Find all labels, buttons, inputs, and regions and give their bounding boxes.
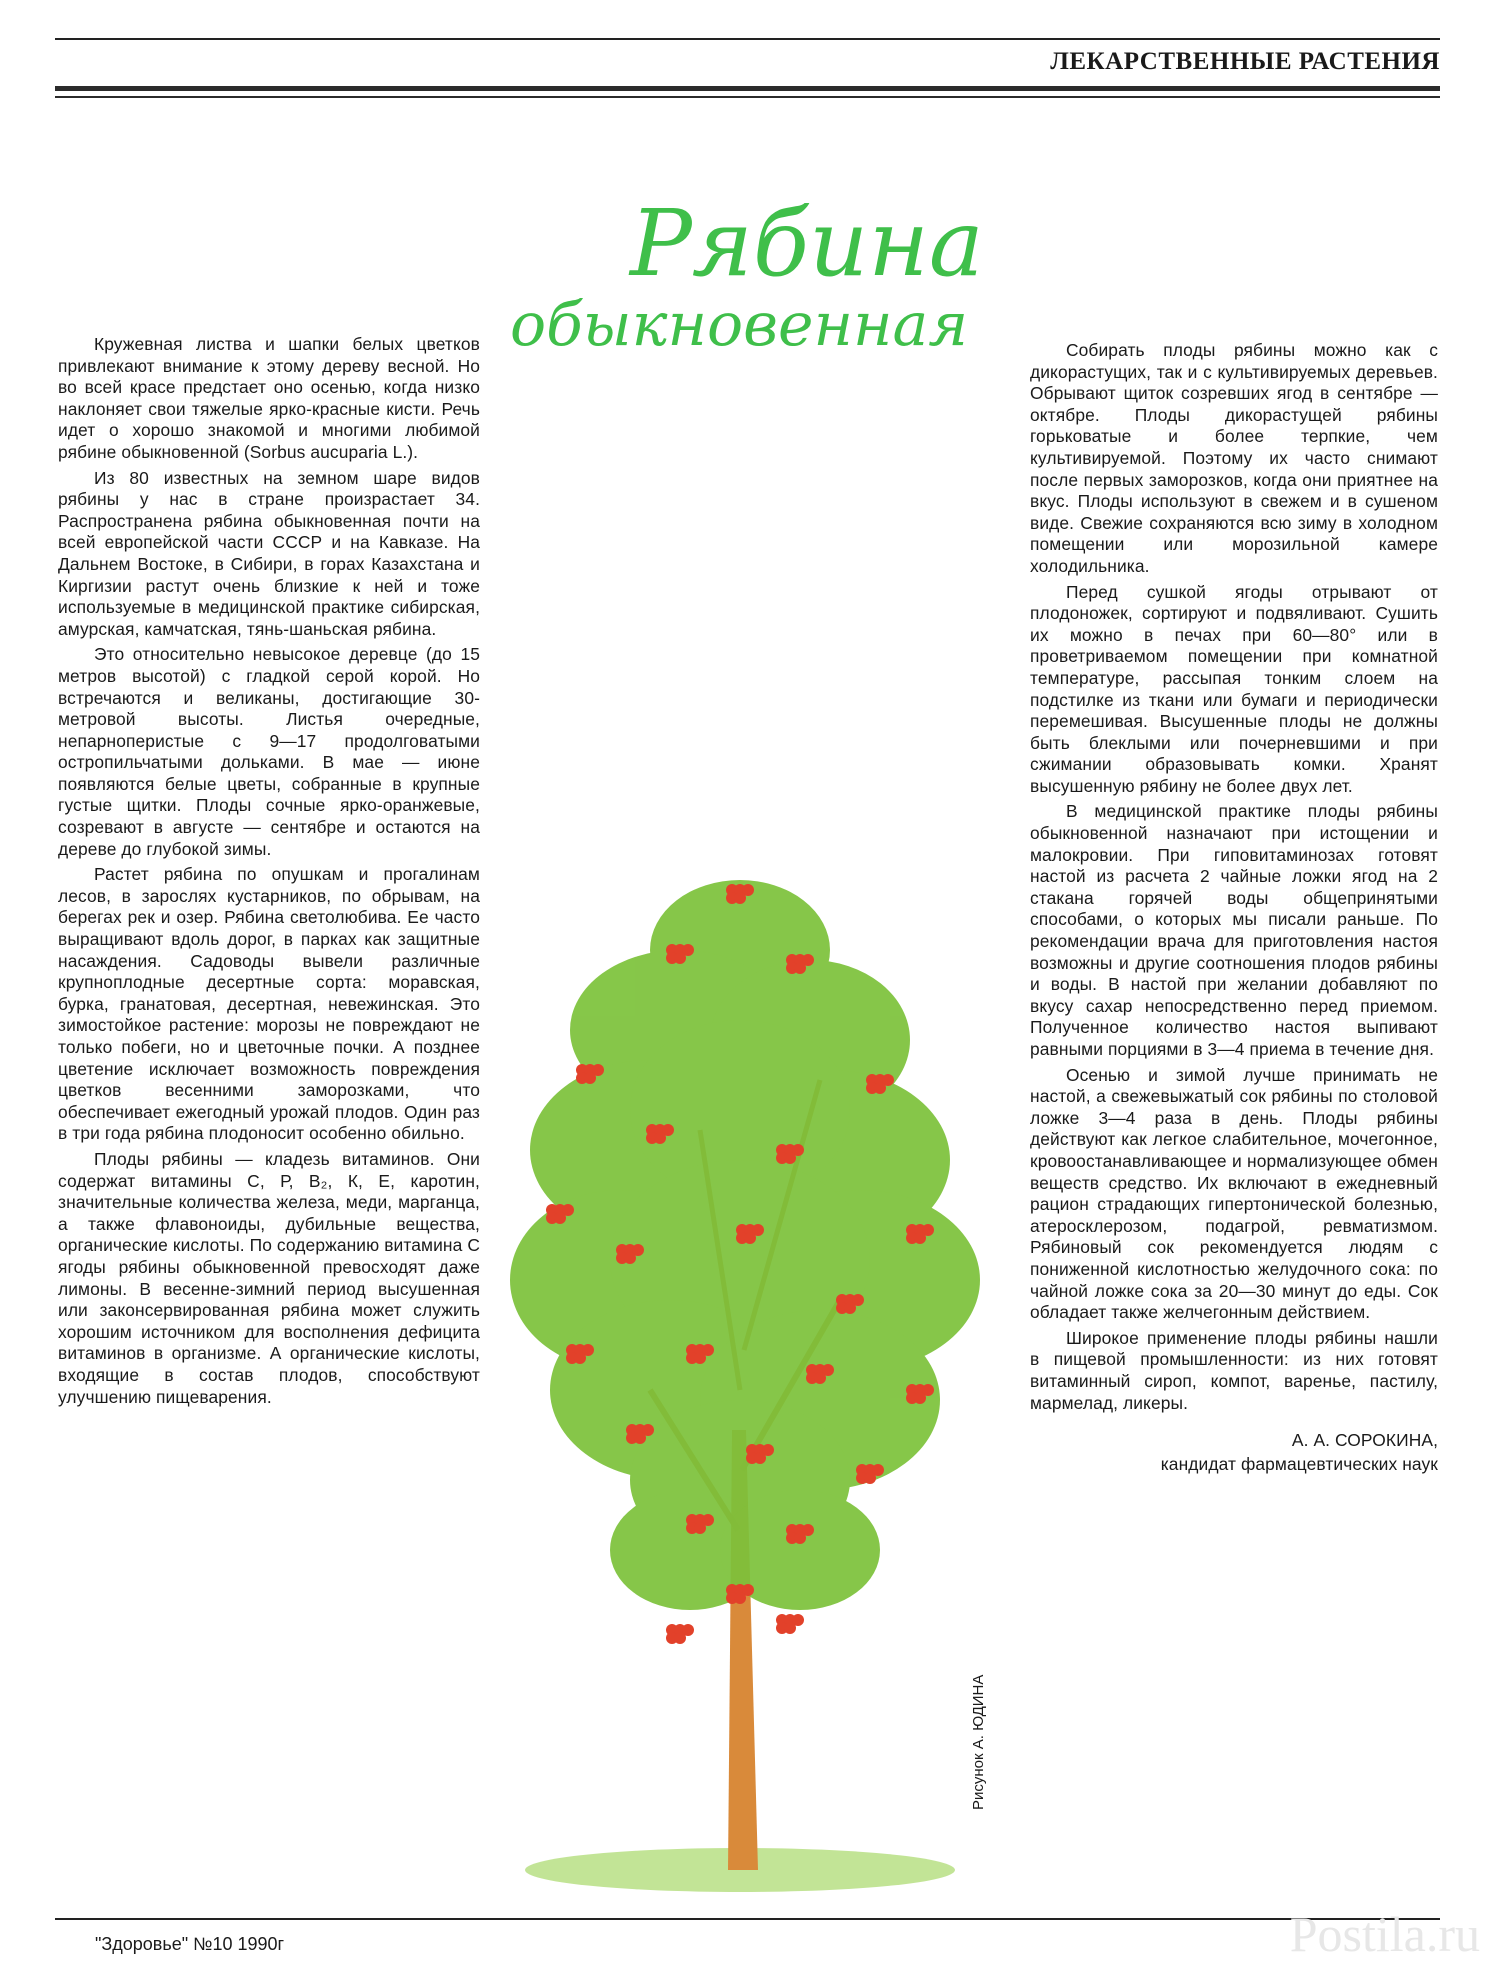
author-title: кандидат фармацевтических наук bbox=[1160, 1454, 1438, 1475]
berry bbox=[914, 1232, 926, 1244]
article-title bbox=[500, 180, 1020, 370]
foliage bbox=[510, 880, 980, 1610]
berry bbox=[734, 892, 746, 904]
section-title: ЛЕКАРСТВЕННЫЕ РАСТЕНИЯ bbox=[1050, 48, 1440, 75]
issue-label: "Здоровье" №10 1990г bbox=[95, 1934, 285, 1954]
berry bbox=[674, 1632, 686, 1644]
berry bbox=[674, 952, 686, 964]
title-line-1: Рябина bbox=[630, 190, 984, 297]
paragraph: Перед сушкой ягоды отрывают от плодоножек, сортируют и подвяливают. Сушить их можно в печах при 60—80° или в проветриваемом помещении при комнатной температуре, рассыпая тонким слоем на подстилке из ткани или бумаги и периодически перемешивая. Высушенные плоды не должны быть блеклыми или почерневшими и при сжимании образовывать комки. Хранят высушенную рябину не более двух лет. bbox=[1030, 581, 1438, 796]
paragraph: Растет рябина по опушкам и прогалинам лесов, в зарослях кустарников, по обрывам, на берегах рек и озер. Рябина светолюбива. Ее часто выращивают вдоль дорог, в парках как защитные насаждения. Садоводы вывели различные крупноплодные десертные сорта: моравская, бурка, гранатовая, десертная, невежинская. Это зимостойкое растение: морозы не повреждают не только побеги, но и цветочные почки. А позднее цветение исключает возможность повреждения цветков весенними заморозками, что обеспечивает ежегодный урожай плодов. Один раз в три года рябина плодоносит особенно обильно. bbox=[58, 864, 480, 1144]
berry bbox=[794, 1532, 806, 1544]
title-line-2: обыкновенная bbox=[510, 290, 969, 360]
berry bbox=[814, 1372, 826, 1384]
berry bbox=[584, 1072, 596, 1084]
rowan-tree-illustration bbox=[500, 830, 1000, 1900]
berry bbox=[754, 1452, 766, 1464]
berry bbox=[844, 1302, 856, 1314]
berry bbox=[784, 1622, 796, 1634]
berry bbox=[914, 1392, 926, 1404]
berry bbox=[574, 1352, 586, 1364]
berry bbox=[654, 1132, 666, 1144]
illustration-credit: Рисунок А. ЮДИНА bbox=[970, 1674, 987, 1810]
paragraph: Широкое применение плоды рябины нашли в пищевой промышленности: из них готовят витаминный сироп, компот, варенье, пастилу, мармелад, ликеры. bbox=[1030, 1327, 1438, 1413]
berry bbox=[634, 1432, 646, 1444]
berry bbox=[734, 1592, 746, 1604]
berry bbox=[784, 1152, 796, 1164]
paragraph: Из 80 известных на земном шаре видов рябины у нас в стране произрастает 34. Распространена рябина обыкновенная почти на всей европейской части СССР и на Кавказе. На Дальнем Востоке, в Сибири, в горах Казахстана и Киргизии растут очень близкие к ней и тоже используемые в медицинской практике сибирская, амурская, камчатская, тянь-шаньская рябина. bbox=[58, 467, 480, 639]
berry bbox=[874, 1082, 886, 1094]
paragraph: Собирать плоды рябины можно как с дикорастущих, так и с культивируемых деревьев. Обрывают щиток созревших ягод в сентябре — октябре. Плоды дикорастущей рябины горьковатые и более терпкие, чем культивируемой. Поэтому их часто снимают после первых заморозков, когда они приятнее на вкус. Плоды используют в свежем и в сушеном виде. Свежие сохраняются всю зиму в холодном помещении или морозильной камере холодильника. bbox=[1030, 340, 1438, 576]
header-thick-rule bbox=[55, 86, 1440, 91]
berry bbox=[554, 1212, 566, 1224]
paragraph: Это относительно невысокое деревце (до 15 метров высотой) с гладкой серой корой. Но встречаются и великаны, достигающие 30-метровой высоты. Листья очередные, непарноперистые с 9—17 продолговатыми остропильчатыми дольками. В мае — июне появляются белые цветы, собранные в крупные густые щитки. Плоды сочные ярко-оранжевые, созревают в августе — сентябре и остаются на дереве до глубокой зимы. bbox=[58, 644, 480, 859]
right-column bbox=[1030, 340, 1438, 1476]
berry bbox=[694, 1352, 706, 1364]
paragraph: Осенью и зимой лучше принимать не настой, а свежевыжатый сок рябины по столовой ложке 3—4 раза в день. Плоды рябины действуют как легкое слабительное, мочегонное, кровоостанавливающее и нормализующее обмен веществ средство. Их включают в ежедневный рацион страдающих гипертонической болезнью, атеросклерозом, подагрой, ревматизмом. Рябиновый сок рекомендуется людям с пониженной кислотностью желудочного сока: по чайной ложке сока за 20—30 минут до еды. Сок обладает также желчегонным действием. bbox=[1030, 1064, 1438, 1323]
signature bbox=[1030, 1428, 1438, 1476]
left-column bbox=[58, 334, 480, 1412]
author-name: А. А. СОРОКИНА, bbox=[1291, 1430, 1438, 1451]
footer-rule bbox=[55, 1918, 1440, 1920]
paragraph: Кружевная листва и шапки белых цветков привлекают внимание к этому дереву весной. Но во всей красе предстает оно осенью, когда низко наклоняет свои тяжелые ярко-красные кисти. Речь идет о хорошо знакомой и многими любимой рябине обыкновенной (Sorbus aucuparia L.). bbox=[58, 334, 480, 462]
berry bbox=[624, 1252, 636, 1264]
paragraph: В медицинской практике плоды рябины обыкновенной назначают при истощении и малокровии. При гиповитаминозах готовят настой из расчета 2 чайные ложки ягод на 2 стакана горячей воды общепринятыми способами, о которых мы писали раньше. По рекомендации врача для приготовления настоя возможны и другие соотношения плодов рябины и воды. В настой при желании добавляют по вкусу сахар непосредственно перед приемом. Полученное количество настоя выпивают равными порциями в 3—4 приема в течение дня. bbox=[1030, 801, 1438, 1059]
berry bbox=[694, 1522, 706, 1534]
berry bbox=[864, 1472, 876, 1484]
berry bbox=[794, 962, 806, 974]
watermark: Postila.ru bbox=[1289, 1906, 1480, 1962]
header-top-rule bbox=[55, 38, 1440, 40]
paragraph: Плоды рябины — кладезь витаминов. Они содержат витамины С, Р, В₂, К, Е, каротин, значительные количества железа, меди, марганца, а также флавоноиды, дубильные вещества, органические кислоты. По содержанию витамина С ягоды рябины обыкновенной превосходят даже лимоны. В весенне-зимний период высушенная или законсервированная рябина может служить хорошим источником для восполнения дефицита витаминов в организме. А органические кислоты, входящие в состав плодов, способствуют улучшению пищеварения. bbox=[58, 1148, 480, 1407]
header-thin-rule bbox=[55, 96, 1440, 98]
berry bbox=[744, 1232, 756, 1244]
